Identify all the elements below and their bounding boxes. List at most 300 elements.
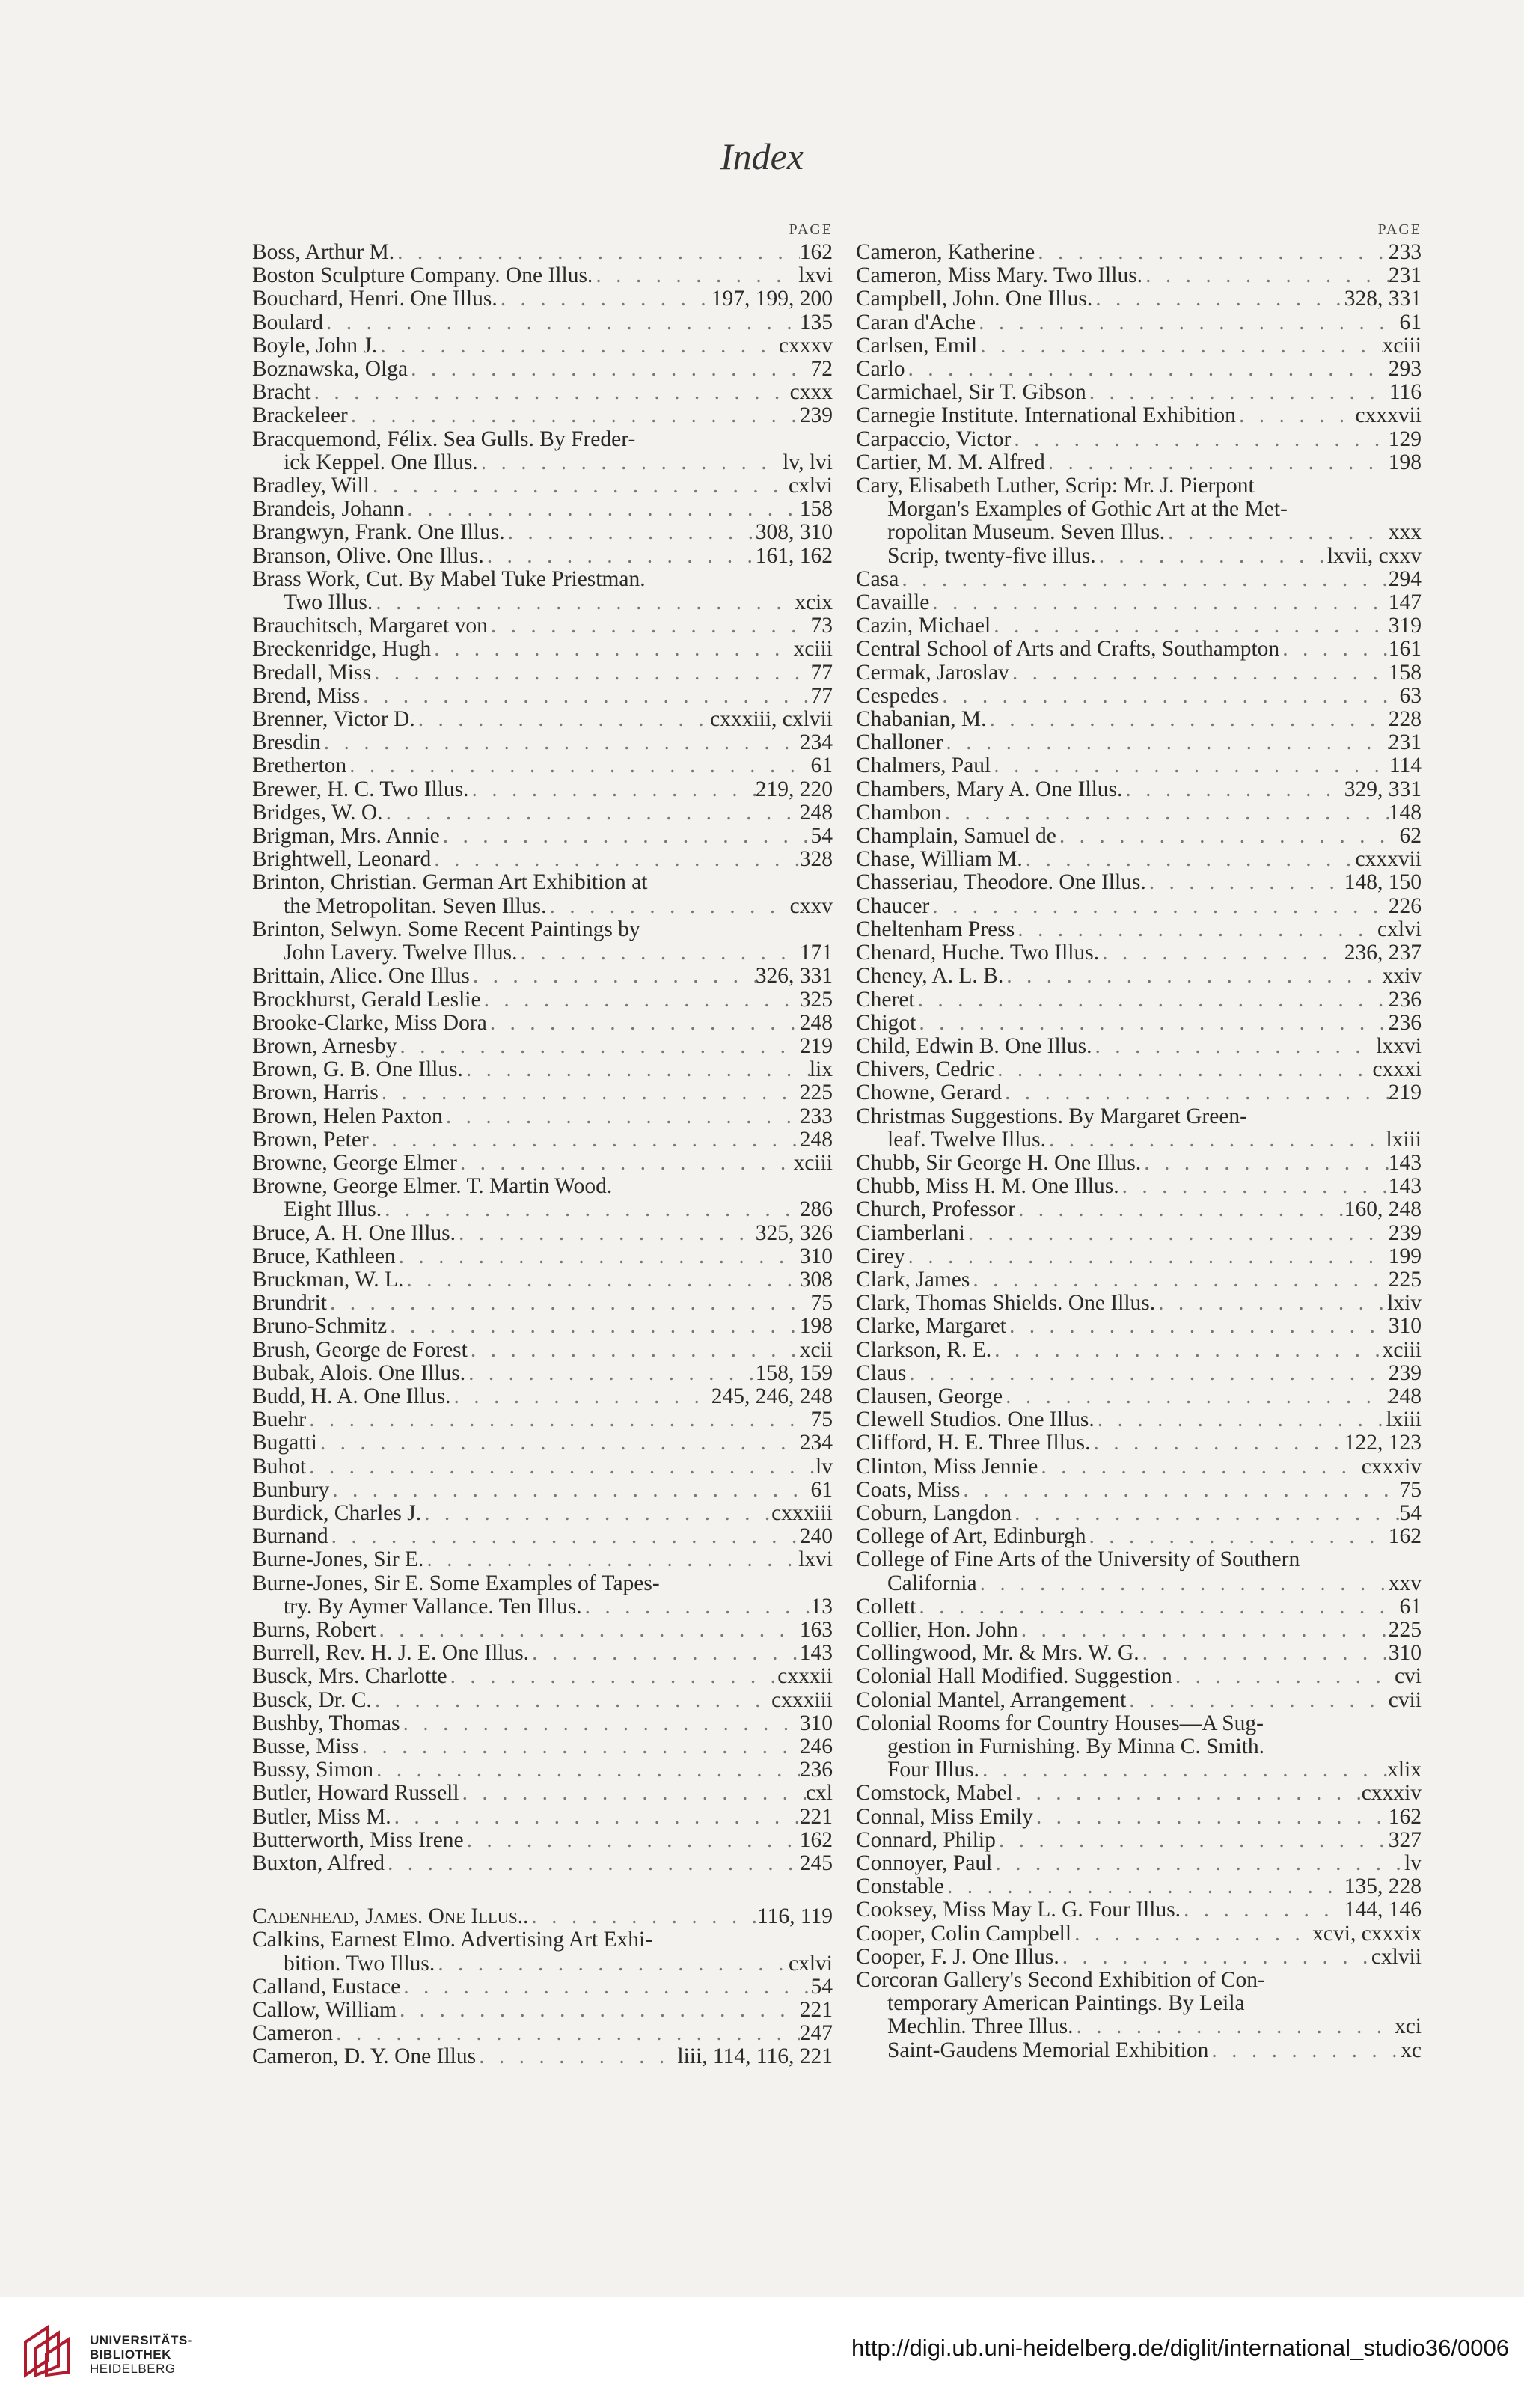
leader-dots (306, 1408, 810, 1431)
index-entry-line (252, 731, 833, 754)
page-reference: 329, 331 (1344, 777, 1422, 801)
entry-text: Brend, Miss (252, 684, 361, 708)
entry-text: Clarkson, R. E. (856, 1338, 992, 1362)
page-reference: 236 (799, 1758, 833, 1782)
index-entry-line (856, 1735, 1422, 1758)
entry-text: Bushby, Thomas (252, 1711, 400, 1735)
page-reference: 225 (1388, 1268, 1422, 1292)
leader-dots (397, 1999, 800, 2022)
leader-dots (942, 801, 1389, 825)
entry-text: Bracquemond, Félix. Sea Gulls. By Freder- (252, 427, 636, 451)
entry-text: Cameron, Katherine (856, 241, 1035, 264)
index-entry-line (252, 1905, 833, 1928)
page-reference: 75 (810, 1292, 833, 1315)
page-reference: 234 (799, 1431, 833, 1455)
index-entry (252, 1362, 833, 1385)
index-entry-line (856, 1012, 1422, 1035)
index-entry (252, 1975, 833, 1999)
index-entry (252, 1928, 833, 1975)
leader-dots (1096, 545, 1327, 568)
page-reference: 116, 119 (756, 1905, 833, 1929)
index-entry-line (252, 1105, 833, 1128)
entry-text: Clark, Thomas Shields. One Illus. (856, 1292, 1156, 1315)
index-entry-line (252, 848, 833, 871)
index-entry (252, 708, 833, 731)
index-entry (252, 801, 833, 825)
index-entry-line (856, 1292, 1422, 1315)
index-entry-line (252, 1665, 833, 1688)
index-entry (856, 1362, 1422, 1385)
index-entry-line (252, 685, 833, 708)
entry-text: Brauchitsch, Margaret von (252, 614, 488, 638)
index-entry (856, 1315, 1422, 1338)
index-entry-line (252, 2045, 833, 2068)
leader-dots (404, 498, 800, 521)
index-entry (856, 754, 1422, 777)
index-entry-line (856, 1152, 1422, 1175)
index-entry (856, 1806, 1422, 1829)
index-entry-line (856, 1595, 1422, 1619)
section-gap (252, 1875, 833, 1905)
leader-dots (465, 1362, 756, 1385)
page-reference: 246 (799, 1735, 833, 1758)
leader-dots (383, 801, 800, 825)
leader-dots (346, 754, 810, 777)
page-reference: 162 (799, 1828, 833, 1852)
leader-dots (1092, 287, 1344, 311)
page-reference: 158, 159 (755, 1361, 833, 1385)
index-entry-line (252, 778, 833, 801)
entry-text: Bresdin (252, 731, 321, 755)
entry-text: Mechlin. Three Illus. (887, 2015, 1074, 2039)
leader-dots (960, 1479, 1399, 1502)
leader-dots (317, 1431, 800, 1455)
leader-dots (1033, 1806, 1389, 1829)
entry-text: Burne-Jones, Sir E. (252, 1548, 424, 1572)
index-entry (252, 1012, 833, 1035)
index-entry-line (252, 1758, 833, 1782)
index-entry-line (252, 1152, 833, 1175)
index-entry-line (856, 1198, 1422, 1221)
index-entry (252, 287, 833, 311)
leader-dots (1208, 2039, 1401, 2062)
page-reference: 161 (1388, 638, 1422, 661)
index-entry-line (252, 871, 833, 894)
leader-dots (1071, 1922, 1312, 1946)
index-entry (856, 568, 1422, 591)
index-entry (856, 287, 1422, 311)
index-entry (252, 1222, 833, 1245)
page-reference: cxxxiii, cxlvii (710, 708, 833, 732)
index-entry (856, 1712, 1422, 1782)
page-reference: 61 (1399, 1595, 1422, 1619)
page-reference: 148 (1388, 801, 1422, 825)
entry-text: Cheltenham Press (856, 917, 1015, 941)
page-reference: 13 (810, 1595, 833, 1619)
index-entry-line (252, 568, 833, 591)
entry-text: Chambers, Mary A. One Illus. (856, 777, 1123, 801)
entry-text: Chigot (856, 1011, 916, 1035)
index-entry (856, 474, 1422, 568)
entry-text: Butler, Howard Russell (252, 1782, 459, 1806)
index-entry (252, 2022, 833, 2045)
index-entry-line (856, 685, 1422, 708)
index-entry-line (252, 1975, 833, 1999)
page-reference: xlix (1387, 1758, 1422, 1782)
entry-text: Connard, Philip (856, 1828, 996, 1852)
page-reference: cxxxvii (1355, 404, 1422, 428)
index-entry (856, 1689, 1422, 1712)
entry-text: Champlain, Samuel de (856, 825, 1056, 849)
index-entry-line (856, 358, 1422, 381)
entry-text: Cooksey, Miss May L. G. Four Illus. (856, 1898, 1181, 1922)
index-entry-line (252, 941, 833, 965)
entry-text: Christmas Suggestions. By Margaret Green- (856, 1104, 1248, 1128)
source-url-link[interactable]: http://digi.ub.uni-heidelberg.de/diglit/international_studio36/0006 (851, 2335, 1509, 2361)
index-entry-line (856, 614, 1422, 638)
leader-dots (1012, 1502, 1399, 1525)
entry-text: Morgan's Examples of Gothic Art at the Met- (887, 498, 1288, 522)
page-reference: xxv (1388, 1571, 1422, 1595)
entry-text: Chubb, Miss H. M. One Illus. (856, 1175, 1119, 1199)
index-entry (856, 264, 1422, 287)
index-entry-line (252, 754, 833, 777)
page-reference: 225 (1388, 1618, 1422, 1642)
index-entry (252, 1806, 833, 1829)
leader-dots (1122, 778, 1344, 801)
page-reference: 148, 150 (1344, 871, 1422, 895)
page-reference: 239 (799, 404, 833, 428)
index-entry-line (856, 1035, 1422, 1058)
index-entry-line (856, 1712, 1422, 1735)
leader-dots (1126, 1689, 1388, 1712)
index-entry (856, 1105, 1422, 1152)
page-reference: 325, 326 (755, 1221, 833, 1245)
index-entry (252, 965, 833, 988)
leader-dots (916, 1595, 1399, 1619)
index-entry-line (856, 568, 1422, 591)
page-reference: 293 (1388, 358, 1422, 382)
index-entry (856, 1595, 1422, 1619)
index-entry (252, 1689, 833, 1712)
entry-text: Burdick, Charles J. (252, 1501, 422, 1525)
page-reference: 197, 199, 200 (711, 287, 833, 311)
index-entry-line (252, 708, 833, 731)
page-reference: xxiv (1382, 965, 1422, 988)
index-entry-line (252, 1928, 833, 1952)
index-entry (856, 965, 1422, 988)
index-entry (856, 918, 1422, 941)
leader-dots (387, 1315, 799, 1338)
entry-text: Clifford, H. E. Three Illus. (856, 1431, 1091, 1455)
leader-dots (1142, 264, 1389, 287)
page-reference: 77 (810, 684, 833, 708)
index-entry-line (856, 661, 1422, 685)
entry-text: Carnegie Institute. International Exhibition (856, 404, 1236, 428)
entry-text: Brown, G. B. One Illus. (252, 1058, 463, 1082)
page-reference: 310 (799, 1711, 833, 1735)
leader-dots (408, 358, 810, 381)
entry-text: Brewer, H. C. Two Illus. (252, 777, 469, 801)
page-title: Index (720, 135, 804, 177)
page-reference: liii, 114, 116, 221 (677, 2045, 833, 2069)
index-entry (856, 1081, 1422, 1104)
index-entry (252, 1782, 833, 1805)
leader-dots (468, 1339, 800, 1362)
page-reference: 77 (810, 661, 833, 685)
leader-dots (1003, 965, 1382, 988)
entry-text: Branson, Olive. One Illus. (252, 544, 484, 568)
index-entry-line (252, 474, 833, 498)
index-entry-line (856, 965, 1422, 988)
page-reference: 143 (1388, 1175, 1422, 1199)
index-entry-line (252, 241, 833, 264)
index-entry-line (252, 1829, 833, 1852)
leader-dots (470, 965, 756, 988)
page-reference: 248 (799, 1128, 833, 1152)
index-entry-line (252, 1782, 833, 1805)
entry-text: Brittain, Alice. One Illus (252, 965, 470, 988)
leader-dots (977, 1572, 1389, 1595)
page-reference: 63 (1399, 684, 1422, 708)
entry-text: Bredall, Miss (252, 661, 371, 685)
page-reference: 72 (810, 358, 833, 382)
library-name-line: UNIVERSITÄTS- (90, 2333, 192, 2347)
index-entry (252, 1572, 833, 1619)
index-entry-line (856, 1875, 1422, 1898)
index-entry (252, 685, 833, 708)
entry-text: Boyle, John J. (252, 334, 378, 358)
index-entry (252, 848, 833, 871)
page-reference: xci (1394, 2015, 1422, 2039)
index-entry (856, 1408, 1422, 1431)
leader-dots (1279, 638, 1389, 661)
page-reference: lxiii (1386, 1408, 1422, 1432)
leader-dots (498, 287, 711, 311)
index-entry (856, 778, 1422, 801)
page-reference: 116 (1389, 381, 1422, 405)
index-entry-line (856, 895, 1422, 918)
page-reference: xcix (795, 591, 833, 615)
index-entry-line (856, 1431, 1422, 1455)
index-entry-line (252, 965, 833, 988)
entry-text: Connoyer, Paul (856, 1852, 993, 1876)
leader-dots (915, 988, 1389, 1012)
entry-text: Brown, Arnesby (252, 1034, 397, 1058)
index-entry (252, 1712, 833, 1735)
index-entry-line (856, 2015, 1422, 2038)
page-reference: 143 (799, 1642, 833, 1666)
index-entry (856, 685, 1422, 708)
index-entry-line (856, 241, 1422, 264)
leader-dots (505, 521, 756, 544)
index-entry (856, 1431, 1422, 1455)
page-reference: 228 (1388, 708, 1422, 732)
entry-text: Child, Edwin B. One Illus. (856, 1034, 1092, 1058)
page-reference: cxxxiv (1361, 1455, 1422, 1479)
page-reference: cxxxii (777, 1665, 833, 1689)
entry-text: Bunbury (252, 1478, 330, 1502)
leader-dots (443, 1105, 800, 1128)
index-entry-line (252, 614, 833, 638)
entry-text: ropolitan Museum. Seven Illus. (887, 521, 1166, 545)
index-entry-line (856, 1362, 1422, 1385)
index-entry (856, 1152, 1422, 1175)
leader-dots (371, 661, 811, 685)
index-entry-line (856, 1548, 1422, 1571)
index-entry-line (252, 521, 833, 544)
index-entry (252, 1315, 833, 1338)
leader-dots (996, 1829, 1389, 1852)
page-reference: 325 (799, 988, 833, 1012)
entry-text: Chabanian, M. (856, 708, 987, 732)
index-entry-line (856, 2039, 1422, 2062)
index-entry (856, 1222, 1422, 1245)
entry-text: Collingwood, Mr. & Mrs. W. G. (856, 1642, 1139, 1666)
page-reference: 233 (1388, 241, 1422, 264)
entry-text: Coats, Miss (856, 1478, 961, 1502)
page-reference: 234 (799, 731, 833, 755)
leader-dots (929, 895, 1388, 918)
index-entry-line (252, 1852, 833, 1875)
leader-dots (987, 708, 1389, 731)
page-reference: 239 (1388, 1221, 1422, 1245)
page-reference: 73 (810, 614, 833, 638)
leader-dots (1002, 1081, 1389, 1104)
entry-text: Brown, Helen Paxton (252, 1104, 443, 1128)
leader-dots (582, 1595, 811, 1619)
entry-text: Brackeleer (252, 404, 348, 428)
page-reference: 61 (810, 754, 833, 778)
index-entry (252, 1758, 833, 1782)
entry-text: Chivers, Cedric (856, 1058, 995, 1082)
page-reference: xciii (793, 1151, 833, 1175)
entry-text: Cadenhead, James. One Illus.. (252, 1905, 529, 1929)
entry-text: Bretherton (252, 754, 347, 778)
leader-dots (943, 731, 1388, 754)
index-entry-line (856, 334, 1422, 358)
entry-text: Busse, Miss (252, 1735, 359, 1758)
index-entry (252, 661, 833, 685)
page-reference: lv (815, 1455, 833, 1479)
entry-text: Caran d'Ache (856, 311, 976, 334)
leader-dots (1086, 381, 1389, 404)
entry-text: Saint-Gaudens Memorial Exhibition (887, 2038, 1209, 2062)
leader-dots (440, 825, 811, 848)
index-entry (856, 451, 1422, 474)
index-entry (856, 241, 1422, 264)
leader-dots (464, 1829, 800, 1852)
index-entry (252, 1292, 833, 1315)
entry-text: Carmichael, Sir T. Gibson (856, 381, 1086, 405)
leader-dots (306, 1455, 815, 1479)
entry-text: College of Art, Edinburgh (856, 1525, 1086, 1549)
page-reference: 239 (1388, 1361, 1422, 1385)
entry-text: Collett (856, 1595, 916, 1619)
page-reference: cvi (1394, 1665, 1422, 1689)
index-entry-line (856, 1058, 1422, 1081)
entry-text: Brigman, Mrs. Annie (252, 825, 440, 849)
index-entry-line (856, 1105, 1422, 1128)
index-entry-line (252, 1198, 833, 1221)
entry-text: Brown, Peter (252, 1128, 369, 1152)
leader-dots (906, 1362, 1389, 1385)
index-entry-line (856, 1969, 1422, 1992)
index-entry (252, 545, 833, 568)
entry-text: Clark, James (856, 1268, 970, 1292)
leader-dots (360, 685, 810, 708)
leader-dots (382, 1198, 800, 1221)
entry-text: Brown, Harris (252, 1081, 379, 1105)
index-entry-line (856, 1525, 1422, 1548)
entry-text: temporary American Paintings. By Leila (887, 1992, 1245, 2016)
leader-dots (456, 1222, 756, 1245)
index-entry (252, 1548, 833, 1571)
index-entry-line (252, 404, 833, 427)
index-entry-line (856, 1992, 1422, 2015)
leader-dots (944, 1875, 1344, 1898)
entry-text: Cary, Elisabeth Luther, Scrip: Mr. J. Pierpont (856, 474, 1255, 498)
entry-text: Clewell Studios. One Illus. (856, 1408, 1095, 1432)
entry-text: John Lavery. Twelve Illus. (284, 941, 518, 965)
university-library-logo-icon (18, 2320, 81, 2383)
index-entry-line (252, 1595, 833, 1619)
index-entry (252, 1735, 833, 1758)
leader-dots (1141, 1152, 1388, 1175)
leader-dots (391, 1806, 800, 1829)
page-reference: 328 (799, 848, 833, 872)
index-entry-line (856, 311, 1422, 334)
page-reference: 171 (799, 941, 833, 965)
index-entry-line (252, 1619, 833, 1642)
index-entry-line (252, 1999, 833, 2022)
index-entry (252, 1619, 833, 1642)
leader-dots (1015, 918, 1377, 941)
index-entry (856, 848, 1422, 871)
leader-dots (372, 1689, 771, 1712)
entry-text: Cameron, Miss Mary. Two Illus. (856, 264, 1143, 288)
leader-dots (447, 1665, 778, 1688)
entry-text: Brass Work, Cut. By Mabel Tuke Priestman. (252, 567, 646, 591)
index-entry-line (252, 545, 833, 568)
page-reference: lv, lvi (783, 450, 833, 474)
index-entry (252, 428, 833, 474)
entry-text: Chalmers, Paul (856, 754, 991, 778)
leader-dots (457, 1152, 794, 1175)
page-reference: 61 (810, 1478, 833, 1502)
page-reference: xcvi, cxxxix (1312, 1922, 1422, 1946)
index-entry-line (252, 591, 833, 614)
index-entry (252, 264, 833, 287)
index-entry (252, 1245, 833, 1268)
index-entry-line (856, 1758, 1422, 1782)
entry-text: Bouchard, Henri. One Illus. (252, 287, 498, 311)
leader-dots (899, 568, 1388, 591)
index-entry-line (856, 1315, 1422, 1338)
page-reference: cxlvi (789, 474, 833, 498)
leader-dots (991, 1339, 1382, 1362)
index-entry-line (856, 871, 1422, 894)
leader-dots (1035, 241, 1389, 264)
page-reference: 236 (1388, 988, 1422, 1012)
leader-dots (369, 1128, 800, 1152)
leader-dots (373, 591, 795, 614)
index-entry (252, 311, 833, 334)
entry-text: Bussy, Simon (252, 1758, 374, 1782)
index-entry (856, 381, 1422, 404)
index-entry-line (252, 988, 833, 1012)
index-column-right (856, 219, 1422, 2062)
